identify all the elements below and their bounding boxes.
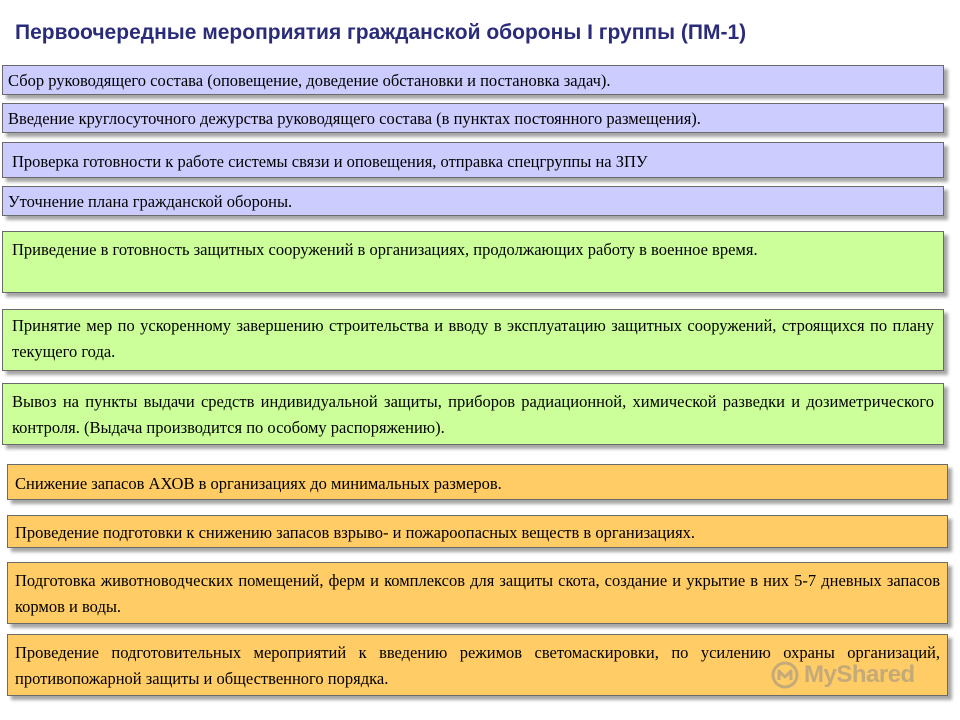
blue-item-refine-plan (2, 186, 944, 216)
blue-item-text: Уточнение плана гражданской обороны. (8, 192, 293, 211)
green-item-text: Вывоз на пункты выдачи средств индивидуальной защиты, приборов радиационной, химической разведки и дозиметрического контроля. (Выдача производится по особому распоряжению). (12, 392, 934, 437)
blue-item-round-the-clock-duty (2, 103, 944, 133)
orange-item-text: Проведение подготовительных мероприятий к введению режимов светомаскировки, по усилению охраны организаций, противопожарной защиты и общественного порядка. (15, 643, 940, 688)
orange-item-text: Подготовка животноводческих помещений, ферм и комплексов для защиты скота, создание и укрытие в них 5-7 дневных запасов кормов и воды. (15, 571, 940, 616)
blue-item-text: Проверка готовности к работе системы связи и оповещения, отправка спецгруппы на ЗПУ (12, 152, 648, 171)
orange-item-reduce-hazardous-chemicals (7, 464, 948, 500)
page-title: Первоочередные мероприятия гражданской обороны I группы (ПМ-1) (15, 21, 747, 44)
green-item-text: Принятие мер по ускоренному завершению строительства и вводу в эксплуатацию защитных сооружений, строящихся по плану текущего года. (12, 316, 934, 361)
orange-item-livestock-protection (7, 562, 948, 624)
watermark (770, 660, 915, 690)
watermark-text: MyShared (804, 661, 915, 688)
green-item-accelerate-construction (2, 309, 944, 371)
green-item-prepare-shelters (2, 231, 944, 293)
orange-item-reduce-explosive-substances (7, 515, 948, 548)
myshared-logo-icon (770, 660, 800, 690)
green-item-deliver-protection-equipment (2, 383, 944, 445)
orange-item-text: Снижение запасов АХОВ в организациях до минимальных размеров. (15, 474, 502, 493)
orange-item-text: Проведение подготовки к снижению запасов взрыво- и пожароопасных веществ в организациях. (15, 523, 696, 542)
blue-item-gather-leadership (2, 65, 944, 95)
blue-item-text: Введение круглосуточного дежурства руководящего состава (в пунктах постоянного размещения). (8, 109, 701, 128)
blue-item-check-communications (2, 142, 944, 178)
green-item-text: Приведение в готовность защитных сооружений в организациях, продолжающих работу в военное время. (12, 240, 758, 259)
blue-item-text: Сбор руководящего состава (оповещение, доведение обстановки и постановка задач). (8, 71, 611, 90)
